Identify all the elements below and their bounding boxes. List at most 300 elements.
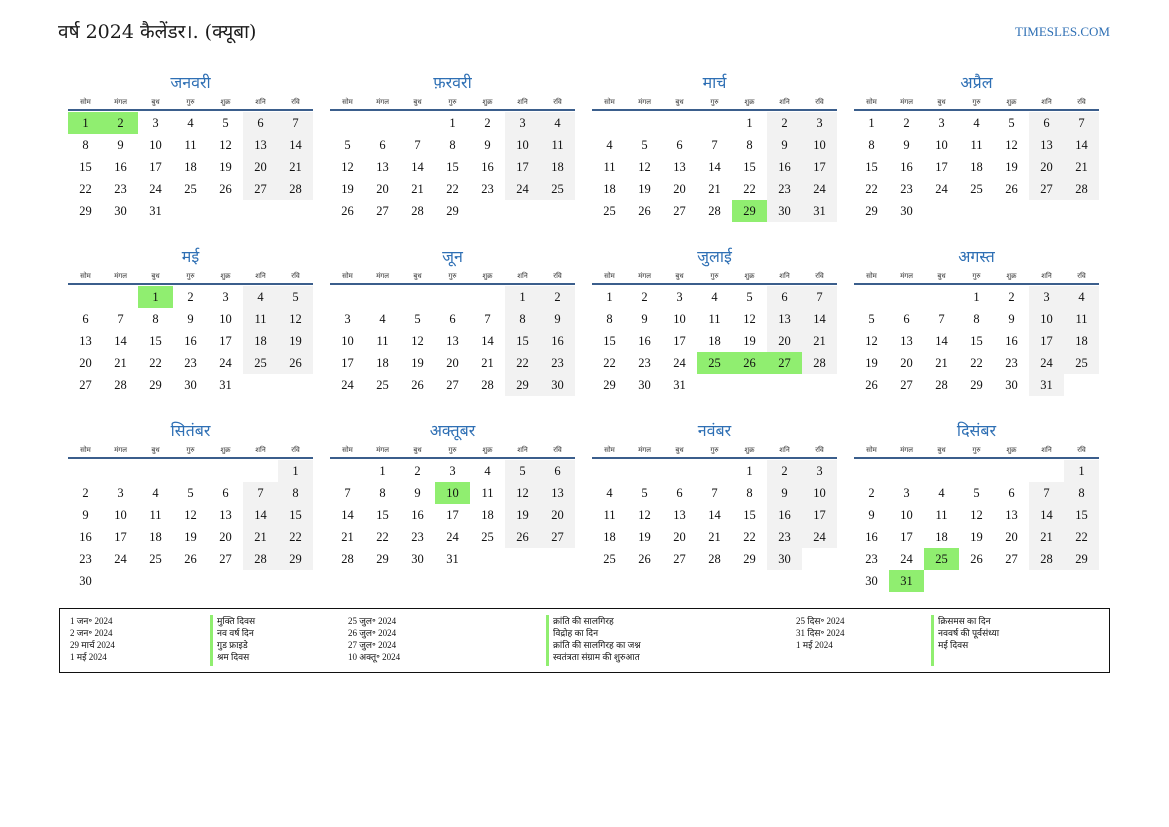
empty-day-cell [662, 112, 697, 134]
empty-day-cell [697, 374, 732, 396]
day-cell: 25 [1064, 352, 1099, 374]
day-cell: 8 [82, 138, 89, 152]
day-cell: 26 [411, 378, 424, 392]
day-cell: 2 [540, 286, 575, 308]
day-cell: 19 [865, 356, 878, 370]
day-cell: 16 [1005, 334, 1018, 348]
day-cell: 31 [446, 552, 459, 566]
day-cell: 24 [935, 182, 948, 196]
day-cell: 30 [79, 574, 92, 588]
empty-day-cell [540, 200, 575, 222]
day-cell: 14 [1064, 134, 1099, 156]
weekday-label: रवि [815, 272, 824, 280]
legend-names [210, 615, 348, 666]
empty-day-cell [592, 112, 627, 134]
empty-day-cell [103, 460, 138, 482]
day-cell: 11 [970, 138, 983, 152]
weekday-label: गुरु [972, 272, 981, 280]
day-cell: 13 [219, 508, 232, 522]
day-cell: 29 [603, 378, 616, 392]
month-calendar [592, 246, 837, 396]
day-cell: 7 [344, 486, 351, 500]
month-name: मई [181, 247, 200, 266]
weekday-label: शनि [517, 446, 528, 454]
day-cell: 18 [540, 156, 575, 178]
day-cell: 2 [903, 116, 910, 130]
day-cell: 7 [117, 312, 124, 326]
weekday-label: गुरु [972, 98, 981, 106]
day-cell: 27 [446, 378, 459, 392]
day-cell: 19 [638, 182, 651, 196]
weekday-label: रवि [815, 446, 824, 454]
empty-day-cell [802, 374, 837, 396]
day-cell: 23 [481, 182, 494, 196]
empty-day-cell [854, 460, 889, 482]
legend-date: 1 जन॰ 2024 [70, 616, 113, 626]
day-cell: 20 [673, 182, 686, 196]
month-name: मार्च [702, 73, 727, 92]
day-cell: 27 [243, 178, 278, 200]
day-cell: 18 [935, 530, 948, 544]
weekday-label: बुध [413, 98, 422, 106]
legend-holiday-name: गुड फ्राइडे [217, 640, 248, 650]
weekday-header [592, 94, 837, 111]
day-cell: 11 [243, 308, 278, 330]
day-cell: 15 [1064, 504, 1099, 526]
day-cell: 19 [505, 504, 540, 526]
day-cell: 25 [697, 352, 732, 374]
weekday-header [592, 268, 837, 285]
day-cell: 28 [935, 378, 948, 392]
weekday-label: शुक्र [744, 272, 755, 280]
day-cell: 18 [1064, 330, 1099, 352]
day-cell: 31 [673, 378, 686, 392]
empty-day-cell [470, 200, 505, 222]
legend-date: 25 जुल॰ 2024 [348, 616, 397, 626]
day-cell: 26 [865, 378, 878, 392]
day-cell: 16 [540, 330, 575, 352]
day-cell: 12 [638, 160, 651, 174]
day-cell: 5 [641, 138, 648, 152]
day-cell: 7 [711, 486, 718, 500]
empty-day-cell [959, 200, 994, 222]
weekday-label: मंगल [114, 98, 127, 106]
weekday-label: गुरु [448, 272, 457, 280]
weekday-label: शनि [255, 446, 266, 454]
day-cell: 30 [865, 574, 878, 588]
day-cell: 5 [187, 486, 194, 500]
day-cell: 29 [970, 378, 983, 392]
day-cell: 21 [935, 356, 948, 370]
weekday-label: शनि [1041, 272, 1052, 280]
day-cell: 24 [446, 530, 459, 544]
day-cell: 12 [638, 508, 651, 522]
day-cell: 31 [149, 204, 162, 218]
weekday-label: रवि [1077, 272, 1086, 280]
day-cell: 5 [505, 460, 540, 482]
day-cell: 8 [152, 312, 159, 326]
day-cell: 6 [449, 312, 456, 326]
weekday-header [592, 442, 837, 459]
day-cell: 5 [222, 116, 229, 130]
day-cell: 16 [767, 504, 802, 526]
day-cell: 30 [540, 374, 575, 396]
day-cell: 24 [802, 526, 837, 548]
day-cell: 17 [114, 530, 127, 544]
weekday-header [330, 94, 575, 111]
day-cell: 11 [481, 486, 494, 500]
legend-date: 29 मार्च 2024 [70, 640, 115, 650]
day-cell: 21 [708, 182, 721, 196]
day-cell: 13 [243, 134, 278, 156]
day-cell: 10 [802, 482, 837, 504]
month-calendar [854, 246, 1099, 396]
day-cell: 4 [606, 486, 613, 500]
weekday-label: बुध [675, 98, 684, 106]
day-cell: 3 [152, 116, 159, 130]
day-cell: 27 [219, 552, 232, 566]
day-cell: 18 [970, 160, 983, 174]
weekday-label: रवि [1077, 446, 1086, 454]
month-name: दिसंबर [956, 421, 997, 440]
day-cell: 16 [481, 160, 494, 174]
empty-day-cell [505, 548, 540, 570]
empty-day-cell [278, 200, 313, 222]
day-cell: 29 [1064, 548, 1099, 570]
legend-names [546, 615, 796, 666]
legend-date: 1 मई 2024 [70, 652, 107, 662]
day-cell: 26 [638, 552, 651, 566]
day-cell: 30 [900, 204, 913, 218]
weekday-header [68, 442, 313, 459]
day-cell: 17 [341, 356, 354, 370]
legend-date: 25 दिस॰ 2024 [796, 616, 845, 626]
empty-day-cell [470, 548, 505, 570]
day-cell: 8 [505, 308, 540, 330]
empty-day-cell [1029, 570, 1064, 592]
empty-day-cell [243, 374, 278, 396]
empty-day-cell [365, 286, 400, 308]
day-cell: 18 [149, 530, 162, 544]
weekday-label: रवि [815, 98, 824, 106]
day-cell: 6 [1008, 486, 1015, 500]
day-cell: 27 [673, 552, 686, 566]
day-cell: 6 [1029, 112, 1064, 134]
weekday-label: शनि [779, 446, 790, 454]
day-grid [592, 286, 837, 396]
empty-day-cell [278, 374, 313, 396]
day-cell: 9 [187, 312, 194, 326]
day-cell: 21 [243, 526, 278, 548]
empty-day-cell [627, 460, 662, 482]
legend-holiday-name: क्रांति की सालगिरह का जश्न [553, 640, 641, 650]
empty-day-cell [470, 286, 505, 308]
day-cell: 3 [449, 464, 456, 478]
day-cell: 20 [376, 182, 389, 196]
day-cell: 24 [900, 552, 913, 566]
weekday-label: बुध [151, 98, 160, 106]
day-cell: 9 [641, 312, 648, 326]
day-cell: 17 [219, 334, 232, 348]
empty-day-cell [173, 570, 208, 592]
day-cell: 19 [970, 530, 983, 544]
month-calendar [330, 420, 575, 570]
day-cell: 18 [243, 330, 278, 352]
day-cell: 22 [970, 356, 983, 370]
day-cell: 19 [1005, 160, 1018, 174]
day-cell: 2 [1008, 290, 1015, 304]
day-cell: 21 [1064, 156, 1099, 178]
day-cell: 20 [79, 356, 92, 370]
day-cell: 14 [481, 334, 494, 348]
day-cell: 12 [1005, 138, 1018, 152]
day-cell: 5 [344, 138, 351, 152]
weekday-label: गुरु [448, 98, 457, 106]
empty-day-cell [889, 286, 924, 308]
day-cell: 30 [767, 200, 802, 222]
day-cell: 27 [900, 378, 913, 392]
day-cell: 17 [505, 156, 540, 178]
month-name: जनवरी [170, 73, 211, 92]
weekday-label: शुक्र [482, 446, 493, 454]
day-cell: 10 [900, 508, 913, 522]
month-name: अक्तूबर [429, 421, 476, 440]
weekday-label: शुक्र [744, 446, 755, 454]
day-cell: 31 [889, 570, 924, 592]
day-cell: 8 [746, 138, 753, 152]
day-cell: 12 [341, 160, 354, 174]
day-cell: 25 [540, 178, 575, 200]
day-grid [592, 460, 837, 570]
day-cell: 19 [219, 160, 232, 174]
day-cell: 16 [114, 160, 127, 174]
weekday-label: बुध [937, 272, 946, 280]
day-cell: 10 [114, 508, 127, 522]
weekday-label: बुध [675, 272, 684, 280]
empty-day-cell [365, 112, 400, 134]
day-cell: 25 [481, 530, 494, 544]
day-cell: 15 [743, 160, 756, 174]
day-cell: 6 [379, 138, 386, 152]
day-cell: 25 [970, 182, 983, 196]
weekday-label: बुध [151, 446, 160, 454]
day-cell: 5 [414, 312, 421, 326]
day-cell: 20 [540, 504, 575, 526]
weekday-label: मंगल [376, 98, 389, 106]
day-cell: 3 [938, 116, 945, 130]
weekday-label: रवि [553, 98, 562, 106]
day-cell: 3 [903, 486, 910, 500]
day-cell: 9 [767, 482, 802, 504]
day-cell: 1 [606, 290, 613, 304]
legend-date: 27 जुल॰ 2024 [348, 640, 397, 650]
empty-day-cell [173, 460, 208, 482]
day-cell: 13 [79, 334, 92, 348]
empty-day-cell [208, 570, 243, 592]
day-cell: 17 [935, 160, 948, 174]
day-cell: 18 [184, 160, 197, 174]
day-cell: 5 [746, 290, 753, 304]
empty-day-cell [208, 200, 243, 222]
day-cell: 22 [743, 530, 756, 544]
day-cell: 4 [606, 138, 613, 152]
day-cell: 9 [484, 138, 491, 152]
weekday-label: गुरु [186, 446, 195, 454]
day-cell: 19 [638, 530, 651, 544]
empty-day-cell [662, 460, 697, 482]
site-link[interactable]: TIMESLES.COM [1015, 24, 1110, 39]
day-cell: 11 [149, 508, 162, 522]
day-cell: 29 [376, 552, 389, 566]
day-cell: 11 [1064, 308, 1099, 330]
empty-day-cell [540, 548, 575, 570]
empty-day-cell [330, 112, 365, 134]
day-cell: 21 [341, 530, 354, 544]
day-cell: 29 [278, 548, 313, 570]
day-cell: 13 [673, 160, 686, 174]
day-cell: 27 [376, 204, 389, 218]
day-cell: 24 [802, 178, 837, 200]
day-cell: 16 [638, 334, 651, 348]
weekday-label: मंगल [900, 446, 913, 454]
day-cell: 25 [603, 204, 616, 218]
empty-day-cell [732, 374, 767, 396]
empty-day-cell [924, 286, 959, 308]
day-cell: 28 [243, 548, 278, 570]
day-cell: 14 [411, 160, 424, 174]
day-cell: 12 [411, 334, 424, 348]
day-cell: 25 [149, 552, 162, 566]
day-cell: 4 [379, 312, 386, 326]
day-cell: 6 [767, 286, 802, 308]
day-cell: 22 [743, 182, 756, 196]
day-cell: 4 [938, 486, 945, 500]
day-cell: 9 [767, 134, 802, 156]
weekday-label: शुक्र [1006, 446, 1017, 454]
month-name: सितंबर [170, 421, 211, 440]
day-cell: 24 [219, 356, 232, 370]
day-cell: 5 [278, 286, 313, 308]
day-cell: 26 [184, 552, 197, 566]
day-cell: 4 [711, 290, 718, 304]
day-cell: 10 [802, 134, 837, 156]
empty-day-cell [994, 200, 1029, 222]
day-cell: 4 [243, 286, 278, 308]
day-cell: 21 [1029, 526, 1064, 548]
weekday-label: रवि [1077, 98, 1086, 106]
day-cell: 3 [344, 312, 351, 326]
day-cell: 24 [505, 178, 540, 200]
day-cell: 3 [505, 112, 540, 134]
empty-day-cell [994, 570, 1029, 592]
weekday-label: शनि [779, 272, 790, 280]
day-cell: 7 [243, 482, 278, 504]
day-cell: 6 [540, 460, 575, 482]
day-cell: 23 [1005, 356, 1018, 370]
weekday-label: सोम [342, 98, 353, 106]
day-cell: 28 [1064, 178, 1099, 200]
day-cell: 11 [708, 312, 721, 326]
day-cell: 1 [278, 460, 313, 482]
day-cell: 2 [641, 290, 648, 304]
legend-holiday-name: मुक्ति दिवस [217, 616, 256, 626]
weekday-label: सोम [80, 272, 91, 280]
weekday-label: गुरु [710, 272, 719, 280]
day-cell: 22 [278, 526, 313, 548]
day-cell: 29 [505, 374, 540, 396]
empty-day-cell [802, 548, 837, 570]
day-cell: 8 [746, 486, 753, 500]
day-cell: 31 [219, 378, 232, 392]
day-cell: 9 [82, 508, 89, 522]
day-cell: 17 [673, 334, 686, 348]
day-cell: 30 [114, 204, 127, 218]
weekday-header [854, 94, 1099, 111]
day-cell: 28 [708, 552, 721, 566]
day-cell: 8 [1064, 482, 1099, 504]
day-cell: 11 [603, 160, 616, 174]
page-title: वर्ष 2024 कैलेंडर।. (क्यूबा) [58, 21, 257, 43]
weekday-label: मंगल [900, 272, 913, 280]
weekday-label: बुध [413, 446, 422, 454]
day-cell: 13 [540, 482, 575, 504]
legend-holiday-name: विद्रोह का दिन [553, 628, 599, 638]
day-cell: 16 [865, 530, 878, 544]
empty-day-cell [505, 200, 540, 222]
month-calendar [68, 246, 313, 396]
weekday-label: शनि [517, 272, 528, 280]
day-cell: 13 [767, 308, 802, 330]
day-cell: 10 [505, 134, 540, 156]
legend-group [796, 615, 1101, 666]
empty-day-cell [959, 460, 994, 482]
weekday-label: मंगल [638, 446, 651, 454]
day-cell: 9 [414, 486, 421, 500]
weekday-label: बुध [937, 446, 946, 454]
day-cell: 21 [114, 356, 127, 370]
day-cell: 7 [278, 112, 313, 134]
day-cell: 15 [970, 334, 983, 348]
day-cell: 29 [149, 378, 162, 392]
day-cell: 15 [278, 504, 313, 526]
day-cell: 14 [708, 508, 721, 522]
weekday-label: शनि [517, 98, 528, 106]
day-cell: 17 [1029, 330, 1064, 352]
day-cell: 11 [540, 134, 575, 156]
day-cell: 23 [638, 356, 651, 370]
day-cell: 20 [219, 530, 232, 544]
legend-date: 2 जन॰ 2024 [70, 628, 113, 638]
day-cell: 28 [278, 178, 313, 200]
day-cell: 19 [278, 330, 313, 352]
day-cell: 3 [222, 290, 229, 304]
month-name: जुलाई [697, 247, 732, 266]
legend-names [931, 615, 1101, 666]
day-cell: 11 [603, 508, 616, 522]
legend-holiday-name: क्रिसमस का दिन [938, 616, 991, 626]
legend-group [70, 615, 348, 666]
empty-day-cell [1064, 570, 1099, 592]
day-cell: 21 [278, 156, 313, 178]
day-cell: 27 [1029, 178, 1064, 200]
day-cell: 14 [114, 334, 127, 348]
weekday-header [854, 268, 1099, 285]
day-cell: 14 [935, 334, 948, 348]
day-grid [854, 286, 1099, 396]
empty-day-cell [697, 112, 732, 134]
weekday-label: बुध [675, 446, 684, 454]
month-calendar [68, 72, 313, 222]
